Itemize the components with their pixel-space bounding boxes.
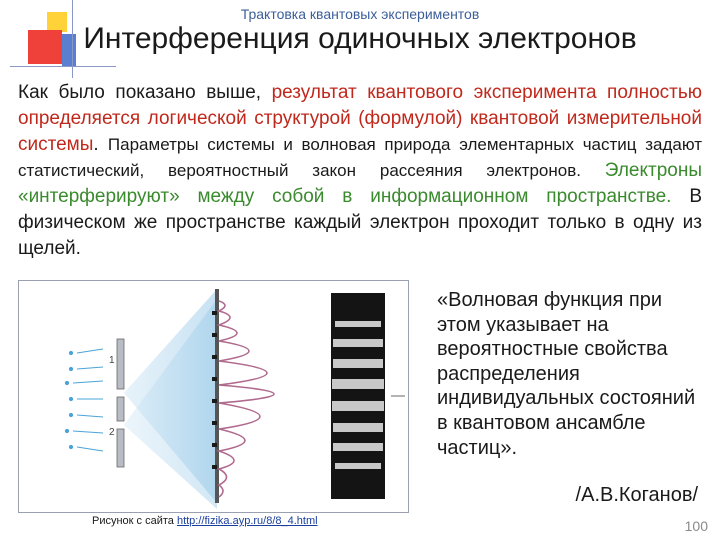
electron-arrow bbox=[69, 445, 103, 451]
para-text-green: Электроны «интерферируют» между собой в информационном пространстве. bbox=[18, 160, 702, 207]
body-paragraph bbox=[18, 80, 702, 262]
electron-arrow bbox=[69, 413, 103, 417]
slide-title: Интерференция одиночных электронов bbox=[83, 22, 637, 55]
slit-label-2: 2 bbox=[109, 427, 115, 438]
para-text-6: В физическом же пространстве каждый электрон проходит только в одну из щелей. bbox=[18, 186, 703, 259]
para-text-1: Как было показано выше, bbox=[18, 82, 272, 103]
quote-author: /А.В.Коганов/ bbox=[575, 484, 698, 506]
electron-arrow bbox=[65, 381, 103, 385]
detector-screen bbox=[215, 289, 219, 503]
slit-label-1: 1 bbox=[109, 355, 115, 366]
double-slit-diagram bbox=[19, 281, 408, 512]
slide-kicker: Трактовка квантовых экспериментов bbox=[240, 6, 480, 22]
interference-intensity-curve bbox=[219, 301, 274, 497]
page-number: 100 bbox=[684, 518, 708, 534]
para-text-4: Параметры системы и волновая природа элементарных частиц задают статистический, вероятностный закон рассеяния электронов. bbox=[18, 135, 703, 180]
electron-arrow bbox=[69, 367, 103, 371]
slit-barrier-bottom bbox=[117, 429, 124, 467]
electron-arrow bbox=[69, 397, 103, 400]
slit-barrier-middle bbox=[117, 397, 124, 421]
para-text-3: . bbox=[93, 134, 108, 155]
electron-arrow bbox=[69, 349, 103, 355]
quote-text: «Волновая функция при этом указывает на вероятностные свойства распределения индивидуальных состояний в квантовом ансамбле частиц». bbox=[437, 289, 696, 459]
slit-barrier-top bbox=[117, 339, 124, 389]
electron-arrows bbox=[65, 349, 103, 451]
para-text-red: результат квантового эксперимента полностью определяется логической структурой (формулой) квантовой измерительной системы bbox=[18, 82, 702, 155]
interference-figure bbox=[18, 280, 409, 513]
electron-arrow bbox=[65, 429, 103, 433]
caption-link[interactable]: http://fizika.ayp.ru/8/8_4.html bbox=[176, 515, 318, 527]
figure-caption bbox=[92, 515, 318, 527]
deco-horizontal-line bbox=[10, 66, 116, 67]
caption-prefix: Рисунок с сайта bbox=[92, 515, 177, 527]
